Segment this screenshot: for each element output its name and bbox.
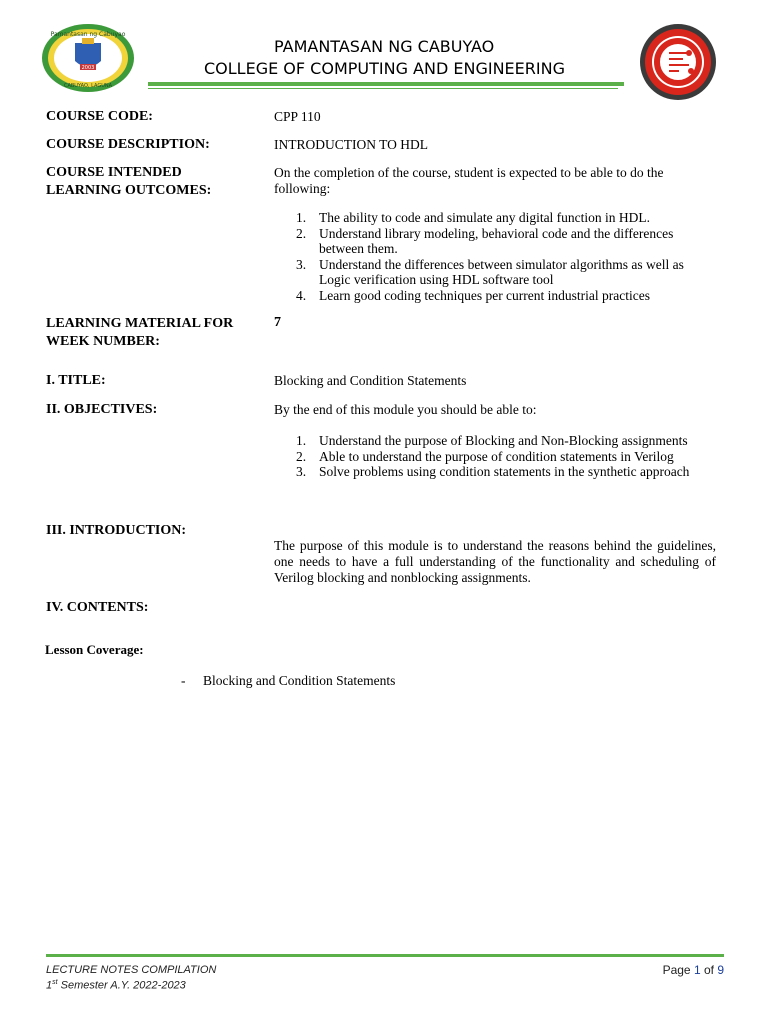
list-item: 2. Understand library modeling, behavioral code and the differences between them. bbox=[296, 225, 674, 256]
outcomes-list bbox=[274, 210, 716, 303]
outcomes-intro: On the completion of the course, student is expected to be able to do the following: bbox=[274, 165, 664, 196]
coverage-bullet: - bbox=[181, 673, 186, 688]
seal-year: 2003 bbox=[81, 65, 95, 71]
objectives-label: II. OBJECTIVES: bbox=[46, 402, 158, 417]
list-item: 3. Solve problems using condition statements in the synthetic approach bbox=[296, 464, 690, 479]
week-label-line2: WEEK NUMBER: bbox=[46, 334, 160, 349]
introduction-label: III. INTRODUCTION: bbox=[46, 523, 187, 538]
list-item: 4. Learn good coding techniques per current industrial practices bbox=[296, 287, 651, 303]
seal-text-bottom: CABUYAO, LAGUNA bbox=[63, 83, 113, 89]
course-description-value: INTRODUCTION TO HDL bbox=[274, 137, 428, 152]
header-divider bbox=[148, 82, 624, 86]
footer-semester: 1st Semester A.Y. 2022-2023 bbox=[46, 979, 186, 992]
footer-title: LECTURE NOTES COMPILATION bbox=[46, 964, 217, 976]
course-code-value: CPP 110 bbox=[274, 109, 321, 124]
introduction-text: The purpose of this module is to understand the reasons behind the guidelines, one needs to have a full understanding of the functionality and scheduling of Verilog blocking and nonblocking assignments. bbox=[274, 538, 716, 585]
footer-divider bbox=[46, 954, 724, 957]
title-label: I. TITLE: bbox=[46, 373, 106, 388]
contents-label: IV. CONTENTS: bbox=[46, 600, 149, 615]
objectives-intro: By the end of this module you should be able to: bbox=[274, 402, 537, 417]
university-seal-logo bbox=[40, 23, 136, 93]
lesson-coverage-label: Lesson Coverage: bbox=[45, 642, 144, 657]
seal-text-top: Pamantasan ng Cabuyao bbox=[50, 31, 126, 38]
outcomes-label-line1: COURSE INTENDED bbox=[46, 165, 182, 180]
outcomes-label-line2: LEARNING OUTCOMES: bbox=[46, 183, 212, 198]
objectives-list bbox=[274, 433, 716, 480]
list-item: 1. Understand the purpose of Blocking and Non-Blocking assignments bbox=[296, 433, 688, 448]
university-name: PAMANTASAN NG CABUYAO bbox=[274, 37, 495, 56]
title-text: Blocking and Condition Statements bbox=[274, 373, 467, 388]
list-item: 2. Able to understand the purpose of condition statements in Verilog bbox=[296, 448, 674, 464]
course-description-label: COURSE DESCRIPTION: bbox=[46, 137, 210, 152]
college-name: COLLEGE OF COMPUTING AND ENGINEERING bbox=[204, 59, 565, 78]
week-number: 7 bbox=[274, 315, 281, 330]
college-logo bbox=[639, 23, 717, 101]
list-item: 3. Understand the differences between simulator algorithms as well as Logic verification using HDL software tool bbox=[296, 256, 684, 287]
course-code-label: COURSE CODE: bbox=[46, 109, 153, 124]
coverage-item: Blocking and Condition Statements bbox=[203, 673, 396, 688]
list-item: 1. The ability to code and simulate any digital function in HDL. bbox=[296, 210, 651, 225]
header-divider-thin bbox=[148, 88, 618, 89]
page-number: Page 1 of 9 bbox=[662, 963, 724, 977]
week-label-line1: LEARNING MATERIAL FOR bbox=[46, 316, 234, 331]
